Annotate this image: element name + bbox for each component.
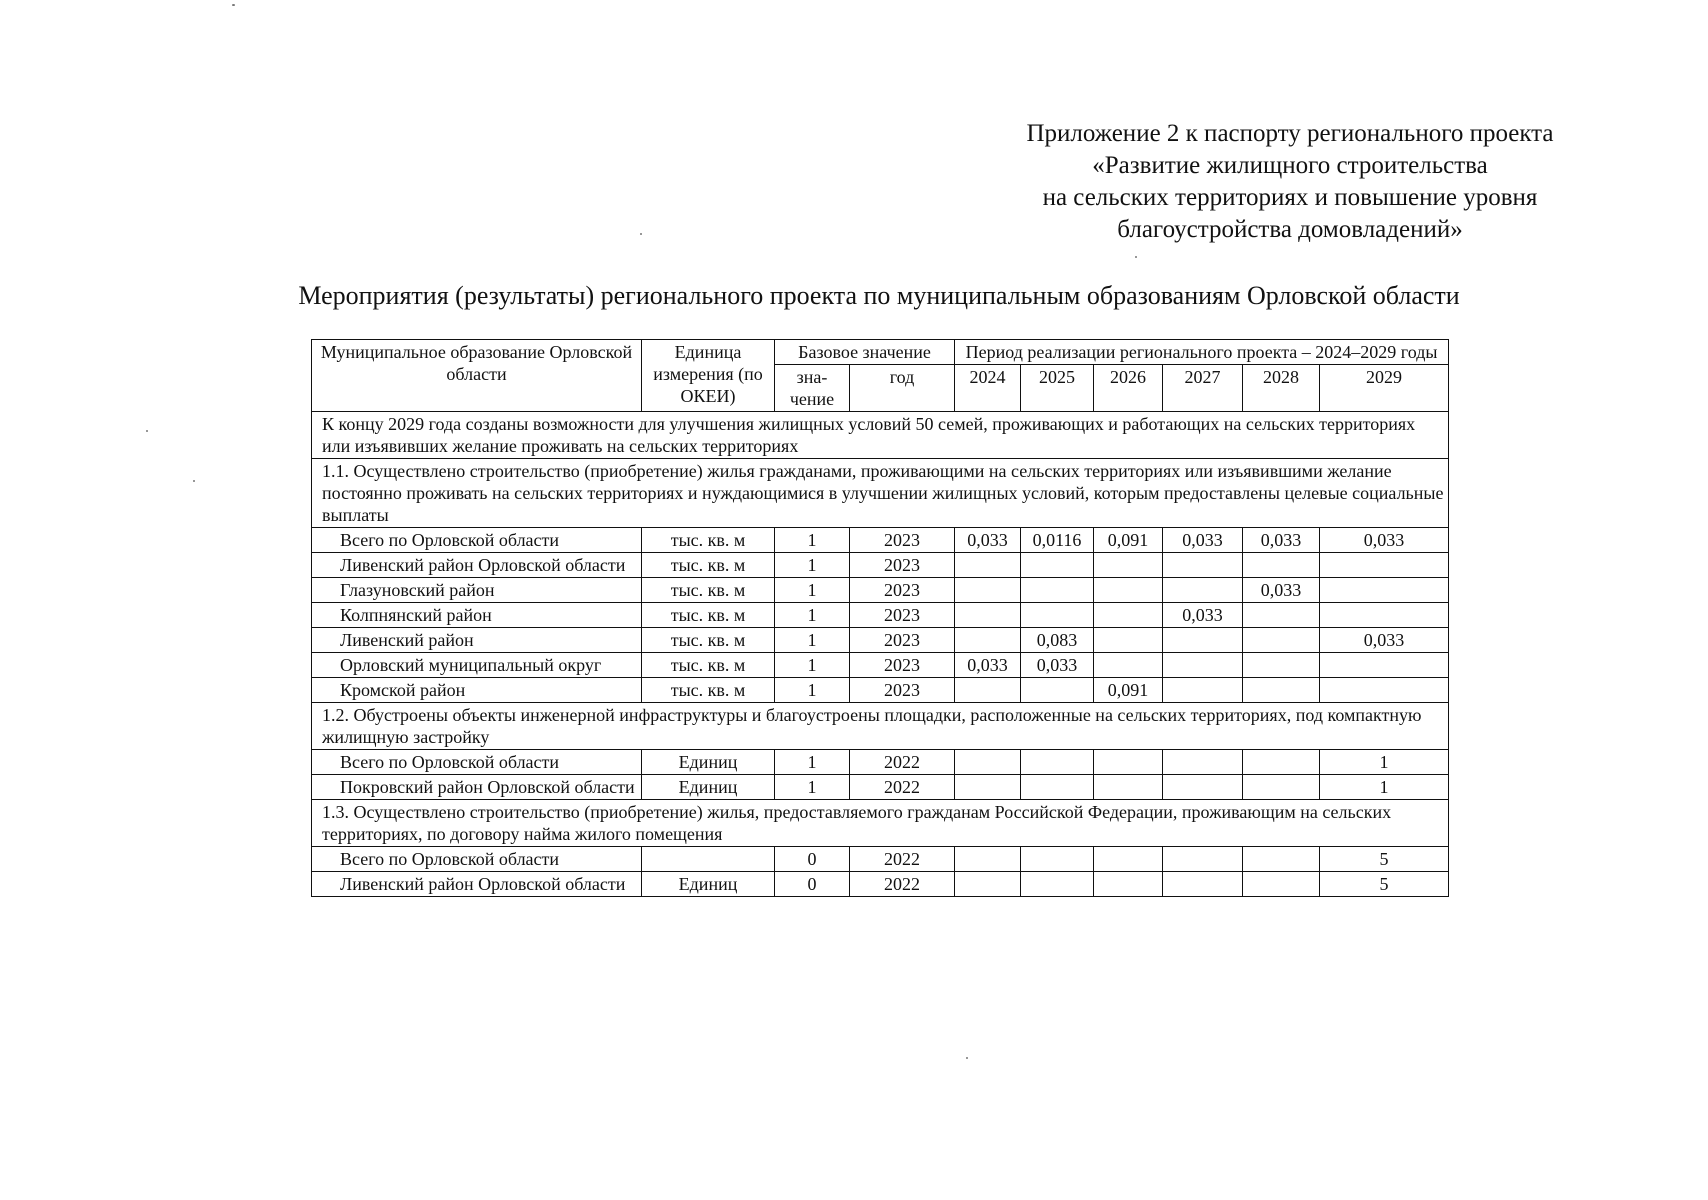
year-value-cell: 0,0116 bbox=[1021, 528, 1094, 553]
year-value-cell bbox=[1094, 847, 1163, 872]
year-value-cell bbox=[1163, 847, 1243, 872]
year-value-cell bbox=[1243, 750, 1320, 775]
year-value-cell bbox=[955, 775, 1021, 800]
header-year: 2028 bbox=[1243, 365, 1320, 412]
year-value-cell bbox=[1243, 653, 1320, 678]
section-row bbox=[312, 412, 1449, 459]
base-value-cell: 1 bbox=[775, 653, 850, 678]
year-value-cell: 0,083 bbox=[1021, 628, 1094, 653]
table-row bbox=[312, 678, 1449, 703]
base-value-cell: 1 bbox=[775, 750, 850, 775]
unit-cell: тыс. кв. м bbox=[642, 603, 775, 628]
year-value-cell bbox=[1163, 553, 1243, 578]
unit-cell: Единиц bbox=[642, 775, 775, 800]
section-title: 1.3. Осуществлено строительство (приобретение) жилья, предоставляемого гражданам Российской Федерации, проживающим на сельских территориях, по договору найма жилого помещения bbox=[312, 800, 1449, 847]
base-value-cell: 1 bbox=[775, 528, 850, 553]
header-municipality: Муниципальное образование Орловской области bbox=[312, 340, 642, 412]
section-title: 1.2. Обустроены объекты инженерной инфраструктуры и благоустроены площадки, расположенные на сельских территориях, под компактную жилищную застройку bbox=[312, 703, 1449, 750]
year-value-cell bbox=[955, 750, 1021, 775]
unit-cell: тыс. кв. м bbox=[642, 528, 775, 553]
year-value-cell: 0,033 bbox=[1021, 653, 1094, 678]
year-value-cell bbox=[1320, 653, 1449, 678]
municipality-cell: Ливенский район Орловской области bbox=[312, 872, 642, 897]
table-row bbox=[312, 775, 1449, 800]
year-value-cell bbox=[955, 553, 1021, 578]
municipality-cell: Покровский район Орловской области bbox=[312, 775, 642, 800]
header-base: Базовое значение bbox=[775, 340, 955, 365]
base-year-cell: 2023 bbox=[850, 553, 955, 578]
table-body bbox=[312, 412, 1449, 897]
year-value-cell: 0,033 bbox=[955, 653, 1021, 678]
header-base-year: год bbox=[850, 365, 955, 412]
year-value-cell bbox=[1163, 653, 1243, 678]
year-value-cell bbox=[1094, 653, 1163, 678]
year-value-cell bbox=[955, 872, 1021, 897]
base-year-cell: 2023 bbox=[850, 603, 955, 628]
header-unit: Единица измерения (по ОКЕИ) bbox=[642, 340, 775, 412]
year-value-cell: 1 bbox=[1320, 750, 1449, 775]
year-value-cell bbox=[1094, 578, 1163, 603]
year-value-cell bbox=[1163, 578, 1243, 603]
base-year-cell: 2023 bbox=[850, 678, 955, 703]
base-year-cell: 2023 bbox=[850, 653, 955, 678]
base-value-cell: 1 bbox=[775, 553, 850, 578]
section-row bbox=[312, 703, 1449, 750]
year-value-cell bbox=[1094, 603, 1163, 628]
year-value-cell: 1 bbox=[1320, 775, 1449, 800]
unit-cell: тыс. кв. м bbox=[642, 678, 775, 703]
header-year: 2029 bbox=[1320, 365, 1449, 412]
table-row bbox=[312, 628, 1449, 653]
year-value-cell bbox=[1094, 628, 1163, 653]
municipality-cell: Кромской район bbox=[312, 678, 642, 703]
year-value-cell: 0,033 bbox=[1320, 628, 1449, 653]
year-value-cell bbox=[1021, 553, 1094, 578]
results-table bbox=[311, 339, 1449, 897]
year-value-cell bbox=[1094, 750, 1163, 775]
base-year-cell: 2023 bbox=[850, 528, 955, 553]
section-row bbox=[312, 800, 1449, 847]
year-value-cell bbox=[1320, 553, 1449, 578]
appendix-line: благоустройства домовладений» bbox=[1117, 216, 1463, 243]
base-year-cell: 2022 bbox=[850, 847, 955, 872]
year-value-cell bbox=[955, 578, 1021, 603]
year-value-cell bbox=[1021, 678, 1094, 703]
appendix-line: «Развитие жилищного строительства bbox=[1092, 152, 1488, 179]
table-row bbox=[312, 872, 1449, 897]
table-row bbox=[312, 578, 1449, 603]
year-value-cell bbox=[1163, 775, 1243, 800]
year-value-cell: 0,033 bbox=[1163, 603, 1243, 628]
year-value-cell bbox=[1320, 603, 1449, 628]
year-value-cell bbox=[1243, 775, 1320, 800]
year-value-cell bbox=[1021, 775, 1094, 800]
year-value-cell bbox=[1021, 603, 1094, 628]
table-row bbox=[312, 603, 1449, 628]
year-value-cell bbox=[955, 628, 1021, 653]
table-row bbox=[312, 653, 1449, 678]
year-value-cell bbox=[1243, 628, 1320, 653]
year-value-cell bbox=[1094, 775, 1163, 800]
header-year: 2026 bbox=[1094, 365, 1163, 412]
year-value-cell bbox=[1163, 750, 1243, 775]
scan-speck bbox=[232, 4, 235, 6]
year-value-cell: 0,033 bbox=[955, 528, 1021, 553]
header-year: 2025 bbox=[1021, 365, 1094, 412]
base-year-cell: 2022 bbox=[850, 872, 955, 897]
municipality-cell: Колпнянский район bbox=[312, 603, 642, 628]
year-value-cell bbox=[1243, 553, 1320, 578]
unit-cell: Единиц bbox=[642, 872, 775, 897]
base-value-cell: 0 bbox=[775, 847, 850, 872]
table-row bbox=[312, 553, 1449, 578]
year-value-cell bbox=[1243, 678, 1320, 703]
year-value-cell bbox=[1163, 628, 1243, 653]
year-value-cell bbox=[1021, 872, 1094, 897]
unit-cell: тыс. кв. м bbox=[642, 653, 775, 678]
scan-speck bbox=[146, 430, 148, 432]
year-value-cell bbox=[1320, 578, 1449, 603]
year-value-cell bbox=[1243, 603, 1320, 628]
municipality-cell: Всего по Орловской области bbox=[312, 528, 642, 553]
base-value-cell: 1 bbox=[775, 678, 850, 703]
table-row bbox=[312, 847, 1449, 872]
header-base-value: зна-чение bbox=[775, 365, 850, 412]
scan-speck bbox=[966, 1057, 968, 1059]
municipality-cell: Глазуновский район bbox=[312, 578, 642, 603]
year-value-cell bbox=[1163, 872, 1243, 897]
document-title: Мероприятия (результаты) регионального проекта по муниципальным образованиям Орловской области bbox=[298, 281, 1460, 310]
header-period: Период реализации регионального проекта – 2024–2029 годы bbox=[955, 340, 1449, 365]
unit-cell: тыс. кв. м bbox=[642, 578, 775, 603]
year-value-cell bbox=[1021, 847, 1094, 872]
year-value-cell bbox=[1021, 750, 1094, 775]
municipality-cell: Всего по Орловской области bbox=[312, 847, 642, 872]
unit-cell: Единиц bbox=[642, 750, 775, 775]
unit-cell: тыс. кв. м bbox=[642, 553, 775, 578]
year-value-cell bbox=[955, 678, 1021, 703]
base-value-cell: 1 bbox=[775, 603, 850, 628]
year-value-cell bbox=[1021, 578, 1094, 603]
year-value-cell bbox=[955, 603, 1021, 628]
scan-speck bbox=[640, 233, 642, 235]
header-year: 2027 bbox=[1163, 365, 1243, 412]
unit-cell: тыс. кв. м bbox=[642, 628, 775, 653]
section-row bbox=[312, 459, 1449, 528]
municipality-cell: Ливенский район bbox=[312, 628, 642, 653]
table-row bbox=[312, 750, 1449, 775]
base-value-cell: 1 bbox=[775, 775, 850, 800]
base-year-cell: 2023 bbox=[850, 578, 955, 603]
year-value-cell: 5 bbox=[1320, 872, 1449, 897]
year-value-cell bbox=[1094, 872, 1163, 897]
year-value-cell bbox=[955, 847, 1021, 872]
table-row bbox=[312, 528, 1449, 553]
appendix-line: Приложение 2 к паспорту регионального проекта bbox=[1026, 120, 1554, 147]
municipality-cell: Всего по Орловской области bbox=[312, 750, 642, 775]
year-value-cell bbox=[1243, 872, 1320, 897]
header-year: 2024 bbox=[955, 365, 1021, 412]
base-value-cell: 1 bbox=[775, 628, 850, 653]
year-value-cell bbox=[1163, 678, 1243, 703]
base-value-cell: 0 bbox=[775, 872, 850, 897]
appendix-note bbox=[930, 118, 1650, 246]
year-value-cell: 0,033 bbox=[1163, 528, 1243, 553]
municipality-cell: Ливенский район Орловской области bbox=[312, 553, 642, 578]
year-value-cell: 5 bbox=[1320, 847, 1449, 872]
base-value-cell: 1 bbox=[775, 578, 850, 603]
scan-speck bbox=[193, 480, 195, 482]
year-value-cell: 0,033 bbox=[1243, 578, 1320, 603]
appendix-line: на сельских территориях и повышение уровня bbox=[1042, 184, 1538, 211]
year-value-cell: 0,091 bbox=[1094, 528, 1163, 553]
year-value-cell: 0,033 bbox=[1320, 528, 1449, 553]
year-value-cell: 0,091 bbox=[1094, 678, 1163, 703]
year-value-cell: 0,033 bbox=[1243, 528, 1320, 553]
section-title: 1.1. Осуществлено строительство (приобретение) жилья гражданами, проживающими на сельских территориях или изъявившими желание постоянно проживать на сельских территориях и нуждающимися в улучшении жилищных условий, которым предоставлены целевые социальные выплаты bbox=[312, 459, 1449, 528]
year-value-cell bbox=[1094, 553, 1163, 578]
base-year-cell: 2022 bbox=[850, 775, 955, 800]
year-value-cell bbox=[1243, 847, 1320, 872]
unit-cell bbox=[642, 847, 775, 872]
year-value-cell bbox=[1320, 678, 1449, 703]
scan-speck bbox=[1135, 256, 1137, 258]
base-year-cell: 2023 bbox=[850, 628, 955, 653]
section-title: К концу 2029 года созданы возможности для улучшения жилищных условий 50 семей, проживающих и работающих на сельских территориях или изъявивших желание проживать на сельских территориях bbox=[312, 412, 1449, 459]
table-header bbox=[312, 340, 1449, 412]
municipality-cell: Орловский муниципальный округ bbox=[312, 653, 642, 678]
base-year-cell: 2022 bbox=[850, 750, 955, 775]
